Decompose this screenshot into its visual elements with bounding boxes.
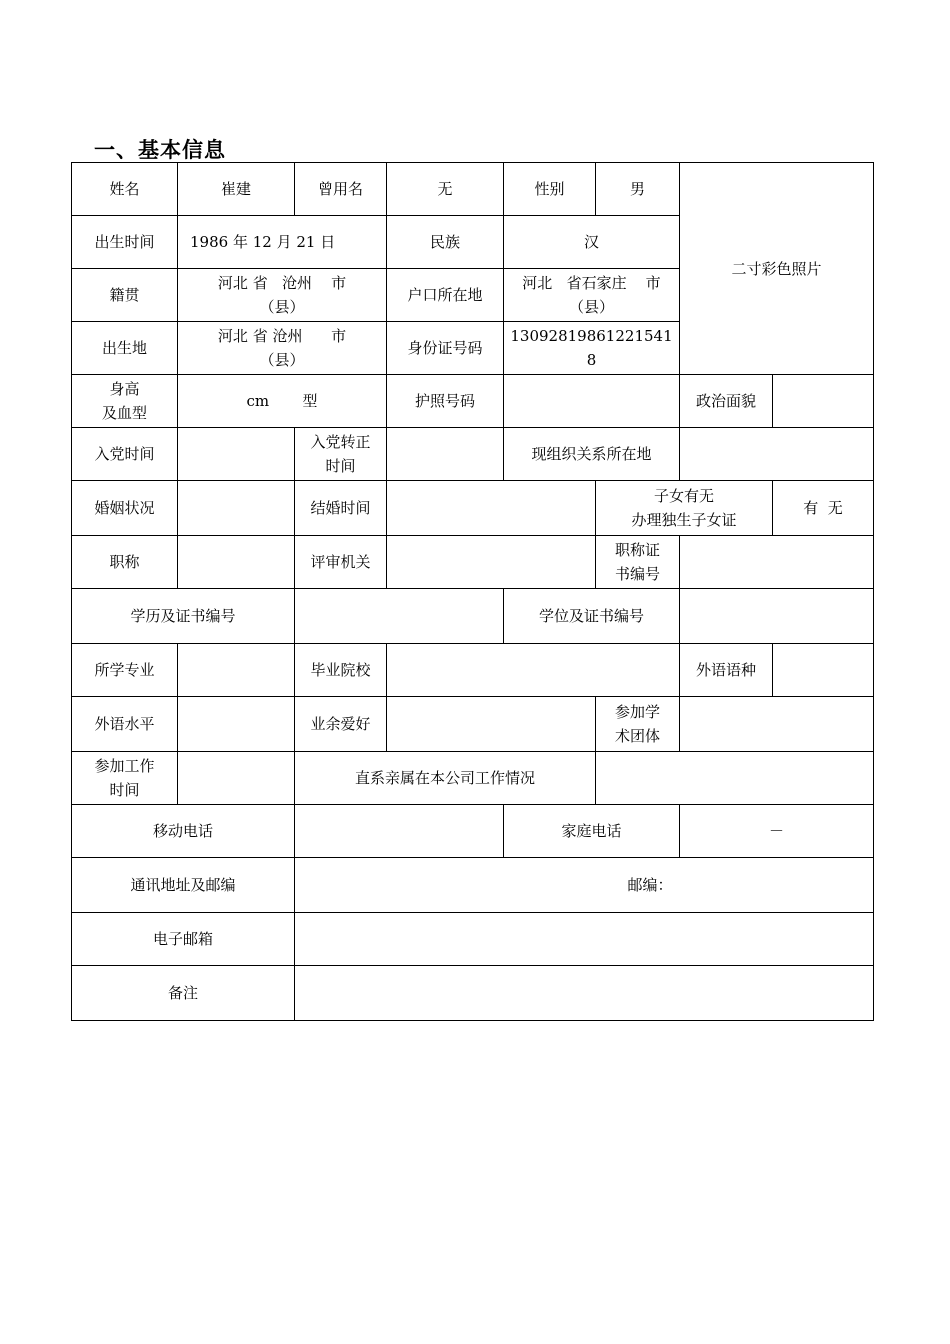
row-work-start bbox=[72, 752, 874, 805]
relatives-value[interactable] bbox=[596, 752, 874, 805]
political-label: 政治面貌 bbox=[680, 375, 773, 428]
native-place-county: （县） bbox=[259, 298, 305, 316]
email-value[interactable] bbox=[295, 913, 874, 966]
title-cert-value[interactable] bbox=[680, 536, 874, 589]
major-value[interactable] bbox=[178, 644, 295, 697]
passport-label: 护照号码 bbox=[387, 375, 504, 428]
former-name-value[interactable]: 无 bbox=[387, 163, 504, 216]
work-start-label-1: 参加工作 bbox=[94, 757, 155, 775]
hukou-line: 河北 省石家庄 市 bbox=[522, 274, 661, 292]
gender-value[interactable]: 男 bbox=[596, 163, 680, 216]
work-start-value[interactable] bbox=[178, 752, 295, 805]
title-cert-label bbox=[596, 536, 680, 589]
basic-info-table bbox=[71, 162, 874, 1021]
ethnicity-label: 民族 bbox=[387, 216, 504, 269]
native-place-value[interactable] bbox=[178, 269, 387, 322]
marriage-date-label: 结婚时间 bbox=[295, 481, 387, 536]
id-number-value[interactable]: 130928198612215418 bbox=[504, 322, 680, 375]
ethnicity-value[interactable]: 汉 bbox=[504, 216, 680, 269]
relatives-label: 直系亲属在本公司工作情况 bbox=[295, 752, 596, 805]
photo-cell: 二寸彩色照片 bbox=[680, 163, 874, 375]
political-value[interactable] bbox=[773, 375, 874, 428]
children-label-2: 办理独生子女证 bbox=[631, 511, 737, 529]
academic-value[interactable] bbox=[680, 697, 874, 752]
birthplace-label: 出生地 bbox=[72, 322, 178, 375]
row-major bbox=[72, 644, 874, 697]
party-regular-label-2: 时间 bbox=[325, 457, 356, 475]
mobile-label: 移动电话 bbox=[72, 805, 295, 858]
gender-label: 性别 bbox=[504, 163, 596, 216]
height-blood-value[interactable]: cm 型 bbox=[178, 375, 387, 428]
row-remarks bbox=[72, 966, 874, 1021]
children-options[interactable]: 有 无 bbox=[773, 481, 874, 536]
row-height bbox=[72, 375, 874, 428]
party-regular-label bbox=[295, 428, 387, 481]
language-level-label: 外语水平 bbox=[72, 697, 178, 752]
email-label: 电子邮箱 bbox=[72, 913, 295, 966]
row-marital bbox=[72, 481, 874, 536]
row-address bbox=[72, 858, 874, 913]
academic-label-2: 术团体 bbox=[614, 727, 660, 745]
birth-date-label: 出生时间 bbox=[72, 216, 178, 269]
title-cert-label-2: 书编号 bbox=[614, 565, 660, 583]
marital-label: 婚姻状况 bbox=[72, 481, 178, 536]
school-value[interactable] bbox=[387, 644, 680, 697]
height-label: 身高 bbox=[109, 380, 140, 398]
org-location-value[interactable] bbox=[680, 428, 874, 481]
id-number-label: 身份证号码 bbox=[387, 322, 504, 375]
name-label: 姓名 bbox=[72, 163, 178, 216]
hobby-value[interactable] bbox=[387, 697, 596, 752]
native-place-line: 河北 省 沧州 市 bbox=[217, 274, 347, 292]
birth-date-value[interactable]: 1986 年 12 月 21 日 bbox=[178, 216, 387, 269]
marriage-date-value[interactable] bbox=[387, 481, 596, 536]
work-start-label bbox=[72, 752, 178, 805]
former-name-label: 曾用名 bbox=[295, 163, 387, 216]
school-label: 毕业院校 bbox=[295, 644, 387, 697]
hukou-value[interactable] bbox=[504, 269, 680, 322]
language-level-value[interactable] bbox=[178, 697, 295, 752]
home-phone-value[interactable]: － bbox=[680, 805, 874, 858]
row-email bbox=[72, 913, 874, 966]
postcode-label: 邮编： bbox=[627, 876, 673, 894]
children-label-1: 子女有无 bbox=[653, 487, 714, 505]
education-value[interactable] bbox=[295, 589, 504, 644]
remarks-label: 备注 bbox=[72, 966, 295, 1021]
row-title bbox=[72, 536, 874, 589]
review-org-label: 评审机关 bbox=[295, 536, 387, 589]
native-place-label: 籍贯 bbox=[72, 269, 178, 322]
row-party bbox=[72, 428, 874, 481]
degree-value[interactable] bbox=[680, 589, 874, 644]
review-org-value[interactable] bbox=[387, 536, 596, 589]
academic-label-1: 参加学 bbox=[614, 703, 660, 721]
party-join-value[interactable] bbox=[178, 428, 295, 481]
degree-label: 学位及证书编号 bbox=[504, 589, 680, 644]
title-label: 职称 bbox=[72, 536, 178, 589]
language-label: 外语语种 bbox=[680, 644, 773, 697]
hukou-label: 户口所在地 bbox=[387, 269, 504, 322]
mobile-value[interactable] bbox=[295, 805, 504, 858]
major-label: 所学专业 bbox=[72, 644, 178, 697]
section-heading: 一、基本信息 bbox=[94, 138, 226, 162]
party-join-label: 入党时间 bbox=[72, 428, 178, 481]
name-value[interactable]: 崔建 bbox=[178, 163, 295, 216]
marital-value[interactable] bbox=[178, 481, 295, 536]
row-language-level bbox=[72, 697, 874, 752]
home-phone-label: 家庭电话 bbox=[504, 805, 680, 858]
education-label: 学历及证书编号 bbox=[72, 589, 295, 644]
hobby-label: 业余爱好 bbox=[295, 697, 387, 752]
row-education bbox=[72, 589, 874, 644]
birthplace-value[interactable] bbox=[178, 322, 387, 375]
title-cert-label-1: 职称证 bbox=[614, 541, 660, 559]
address-value[interactable] bbox=[295, 858, 874, 913]
language-value[interactable] bbox=[773, 644, 874, 697]
birthplace-line: 河北 省 沧州 市 bbox=[217, 327, 347, 345]
party-regular-label-1: 入党转正 bbox=[310, 433, 371, 451]
address-label: 通讯地址及邮编 bbox=[72, 858, 295, 913]
party-regular-value[interactable] bbox=[387, 428, 504, 481]
org-location-label: 现组织关系所在地 bbox=[504, 428, 680, 481]
row-name bbox=[72, 163, 874, 216]
academic-label bbox=[596, 697, 680, 752]
blood-label: 及血型 bbox=[101, 404, 147, 422]
title-value[interactable] bbox=[178, 536, 295, 589]
children-label bbox=[596, 481, 773, 536]
work-start-label-2: 时间 bbox=[109, 781, 140, 799]
remarks-value[interactable] bbox=[295, 966, 874, 1021]
row-phone bbox=[72, 805, 874, 858]
birthplace-county: （县） bbox=[259, 351, 305, 369]
height-blood-label bbox=[72, 375, 178, 428]
hukou-county: （县） bbox=[568, 298, 614, 316]
passport-value[interactable] bbox=[504, 375, 680, 428]
